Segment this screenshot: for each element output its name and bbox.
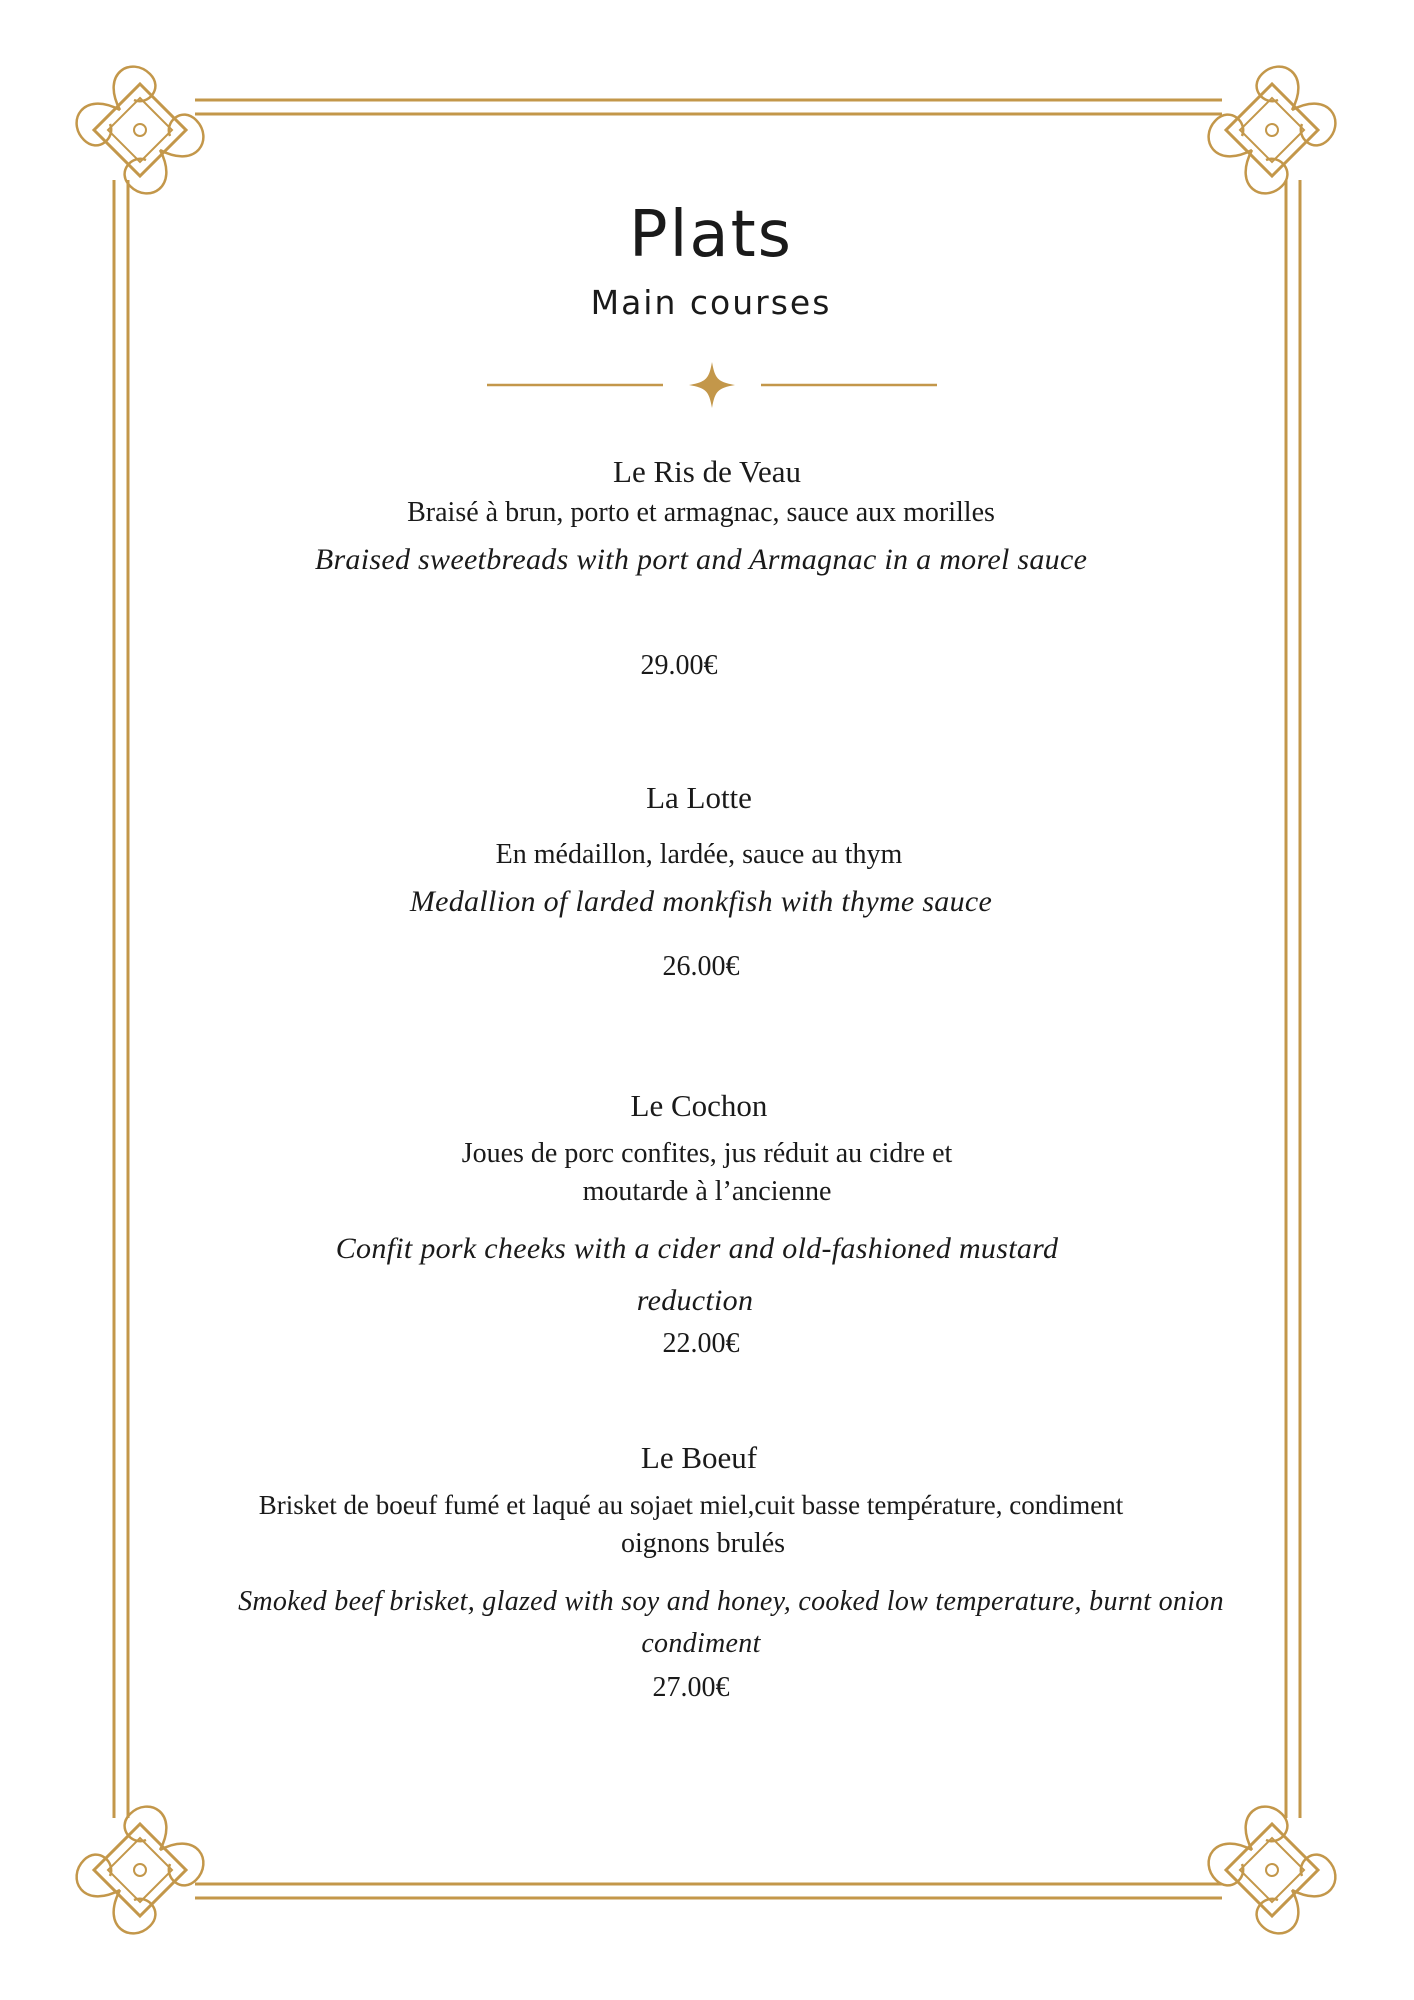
dish-description-fr-line1: Brisket de boeuf fumé et laqué au sojaet miel,cuit basse température, condiment: [258, 1490, 1124, 1520]
dish-price: 22.00€: [662, 1328, 740, 1359]
dish-description-en-line1: Smoked beef brisket, glazed with soy and honey, cooked low temperature, burnt onion: [238, 1586, 1224, 1617]
dish-description-fr-line1: Joues de porc confites, jus réduit au cidre et: [461, 1138, 953, 1169]
dish-price: 29.00€: [640, 650, 718, 681]
dish-price: 27.00€: [652, 1672, 730, 1703]
dish-name: Le Boeuf: [640, 1440, 758, 1475]
dish-description-en-line2: condiment: [641, 1628, 761, 1659]
dish-name: La Lotte: [646, 780, 752, 815]
dish-description-fr-line2: oignons brulés: [620, 1528, 786, 1559]
dish-price: 26.00€: [662, 951, 740, 982]
dish-description-en: Braised sweetbreads with port and Armagnac in a morel sauce: [314, 543, 1088, 576]
dish-description-en-line2: reduction: [636, 1284, 754, 1317]
dish-name: Le Ris de Veau: [613, 454, 801, 489]
star-icon: [689, 362, 735, 408]
page-title: Plats: [628, 198, 794, 272]
star-divider: [487, 362, 937, 408]
page-subtitle: Main courses: [590, 283, 832, 322]
dish-description-en: Medallion of larded monkfish with thyme sauce: [409, 885, 993, 918]
dish-description-fr: En médaillon, lardée, sauce au thym: [495, 839, 903, 870]
dish-description-en-line1: Confit pork cheeks with a cider and old-fashioned mustard: [335, 1232, 1059, 1265]
dish-name: Le Cochon: [630, 1088, 768, 1123]
dish-description-fr-line2: moutarde à l’ancienne: [582, 1176, 832, 1207]
dish-description-fr: Braisé à brun, porto et armagnac, sauce aux morilles: [407, 497, 995, 528]
